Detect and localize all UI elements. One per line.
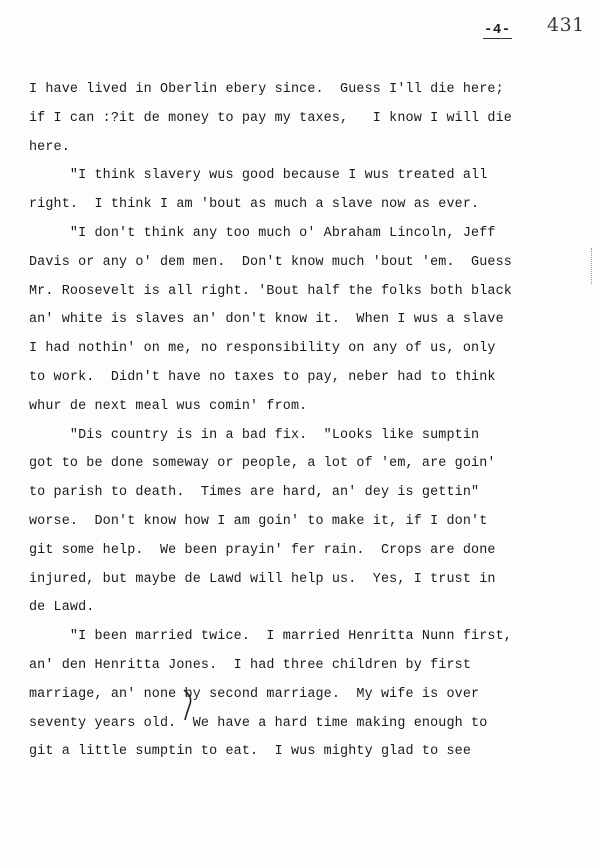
text-line: to parish to death. Times are hard, an' dey is gettin"	[29, 485, 480, 501]
text-line: "I think slavery wus good because I wus treated all	[29, 168, 488, 184]
text-line: right. I think I am 'bout as much a slave now as ever.	[29, 197, 480, 213]
handwritten-correction-mark	[181, 688, 195, 722]
text-line: Davis or any o' dem men. Don't know much 'bout 'em. Guess	[29, 254, 512, 270]
text-line: "Dis country is in a bad fix. "Looks like sumptin	[29, 427, 480, 443]
text-line: "I don't think any too much o' Abraham Lincoln, Jeff	[29, 225, 496, 241]
text-line: an' white is slaves an' don't know it. When I wus a slave	[29, 312, 504, 328]
text-line: Mr. Roosevelt is all right. 'Bout half the folks both black	[29, 283, 512, 299]
margin-ticks	[591, 248, 593, 284]
typed-text-body	[29, 76, 589, 767]
text-line: an' den Henritta Jones. I had three children by first	[29, 657, 472, 673]
text-line: marriage, an' none by second marriage. My wife is over	[29, 686, 480, 702]
text-line: seventy years old. We have a hard time making enough to	[29, 715, 488, 731]
text-line: de Lawd.	[29, 600, 95, 616]
text-line: git a little sumptin to eat. I wus mighty glad to see	[29, 744, 472, 760]
text-line: to work. Didn't have no taxes to pay, neber had to think	[29, 369, 496, 385]
text-line: if I can :?it de money to pay my taxes, I know I will die	[29, 110, 512, 126]
text-line: I had nothin' on me, no responsibility on any of us, only	[29, 341, 496, 357]
text-line: "I been married twice. I married Henritta Nunn first,	[29, 629, 512, 645]
page-number-marker: -4-	[484, 22, 511, 38]
text-line: git some help. We been prayin' fer rain. Crops are done	[29, 542, 496, 558]
text-line: injured, but maybe de Lawd will help us. Yes, I trust in	[29, 571, 496, 587]
text-line: whur de next meal wus comin' from.	[29, 398, 308, 414]
text-line: I have lived in Oberlin ebery since. Guess I'll die here;	[29, 82, 504, 97]
folio-number: 431	[547, 14, 585, 36]
text-line: got to be done someway or people, a lot of 'em, are goin'	[29, 456, 496, 472]
text-line: worse. Don't know how I am goin' to make it, if I don't	[29, 513, 488, 529]
text-line: here.	[29, 139, 70, 155]
